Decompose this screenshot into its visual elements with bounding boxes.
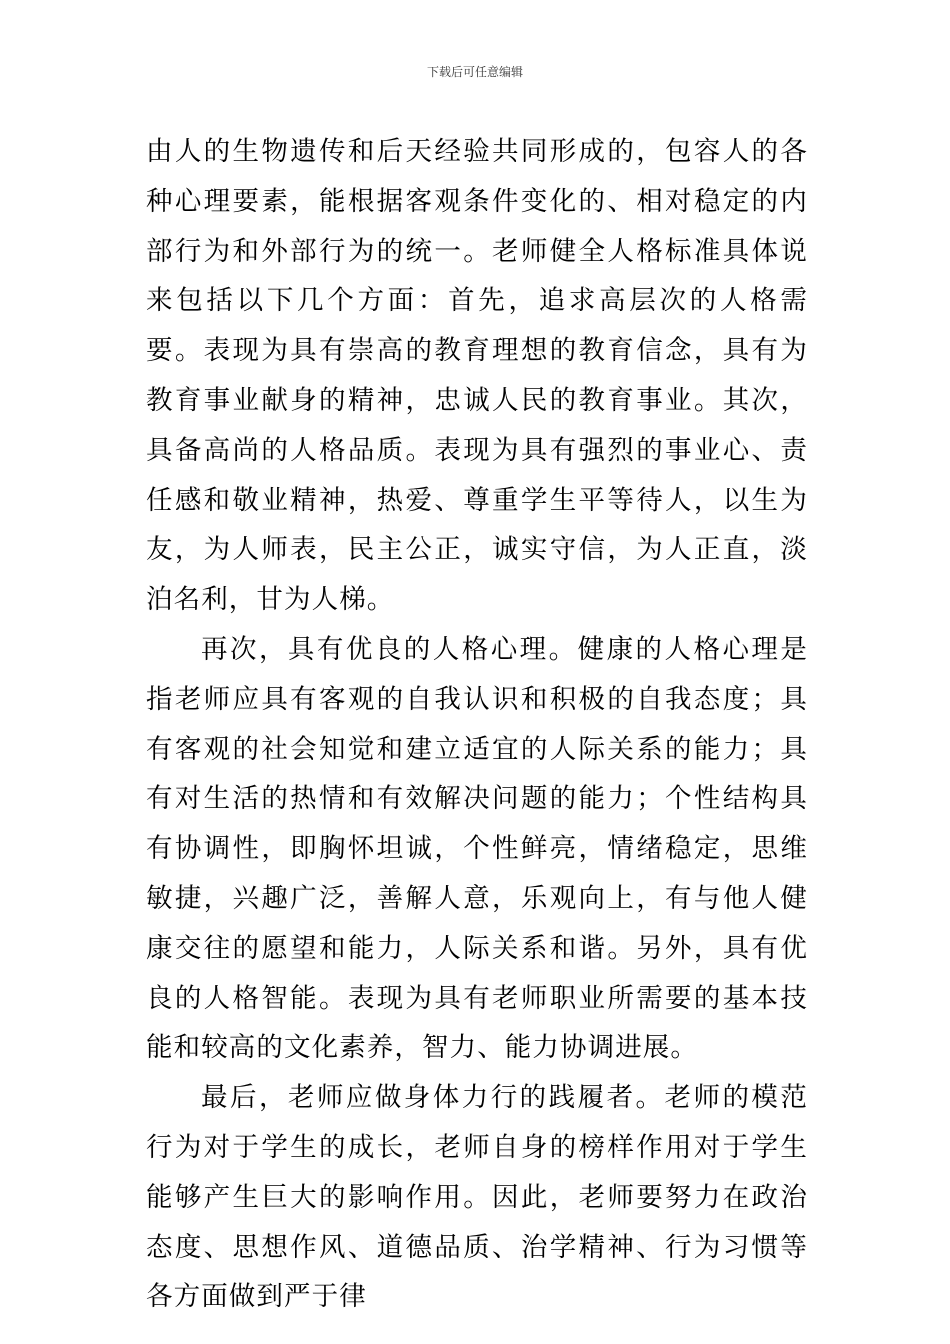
paragraph-3: 最后，老师应做身体力行的践履者。老师的模范行为对于学生的成长，老师自身的榜样作用对于学生能够产生巨大的影响作用。因此，老师要努力在政治态度、思想作风、道德品质、治学精神、行为习惯等各方面做到严于律: [146, 1082, 808, 1313]
paragraph-2: 再次，具有优良的人格心理。健康的人格心理是指老师应具有客观的自我认识和积极的自我态度；具有客观的社会知觉和建立适宜的人际关系的能力；具有对生活的热情和有效解决问题的能力；个性结构具有协调性，即胸怀坦诚，个性鲜亮，情绪稳定，思维敏捷，兴趣广泛，善解人意，乐观向上，有与他人健康交往的愿望和能力，人际关系和谐。另外，具有优良的人格智能。表现为具有老师职业所需要的基本技能和较高的文化素养，智力、能力协调进展。: [146, 633, 808, 1064]
document-body: [146, 127, 808, 1322]
paragraph-1: 由人的生物遗传和后天经验共同形成的，包容人的各种心理要素，能根据客观条件变化的、相对稳定的内部行为和外部行为的统一。老师健全人格标准具体说来包括以下几个方面：首先，追求高层次的人格需要。表现为具有崇高的教育理想的教育信念，具有为教育事业献身的精神，忠诚人民的教育事业。其次，具备高尚的人格品质。表现为具有强烈的事业心、责任感和敬业精神，热爱、尊重学生平等待人，以生为友，为人师表，民主公正，诚实守信，为人正直，淡泊名利，甘为人梯。: [146, 136, 808, 616]
page-header-note: 下载后可任意编辑: [426, 65, 523, 79]
